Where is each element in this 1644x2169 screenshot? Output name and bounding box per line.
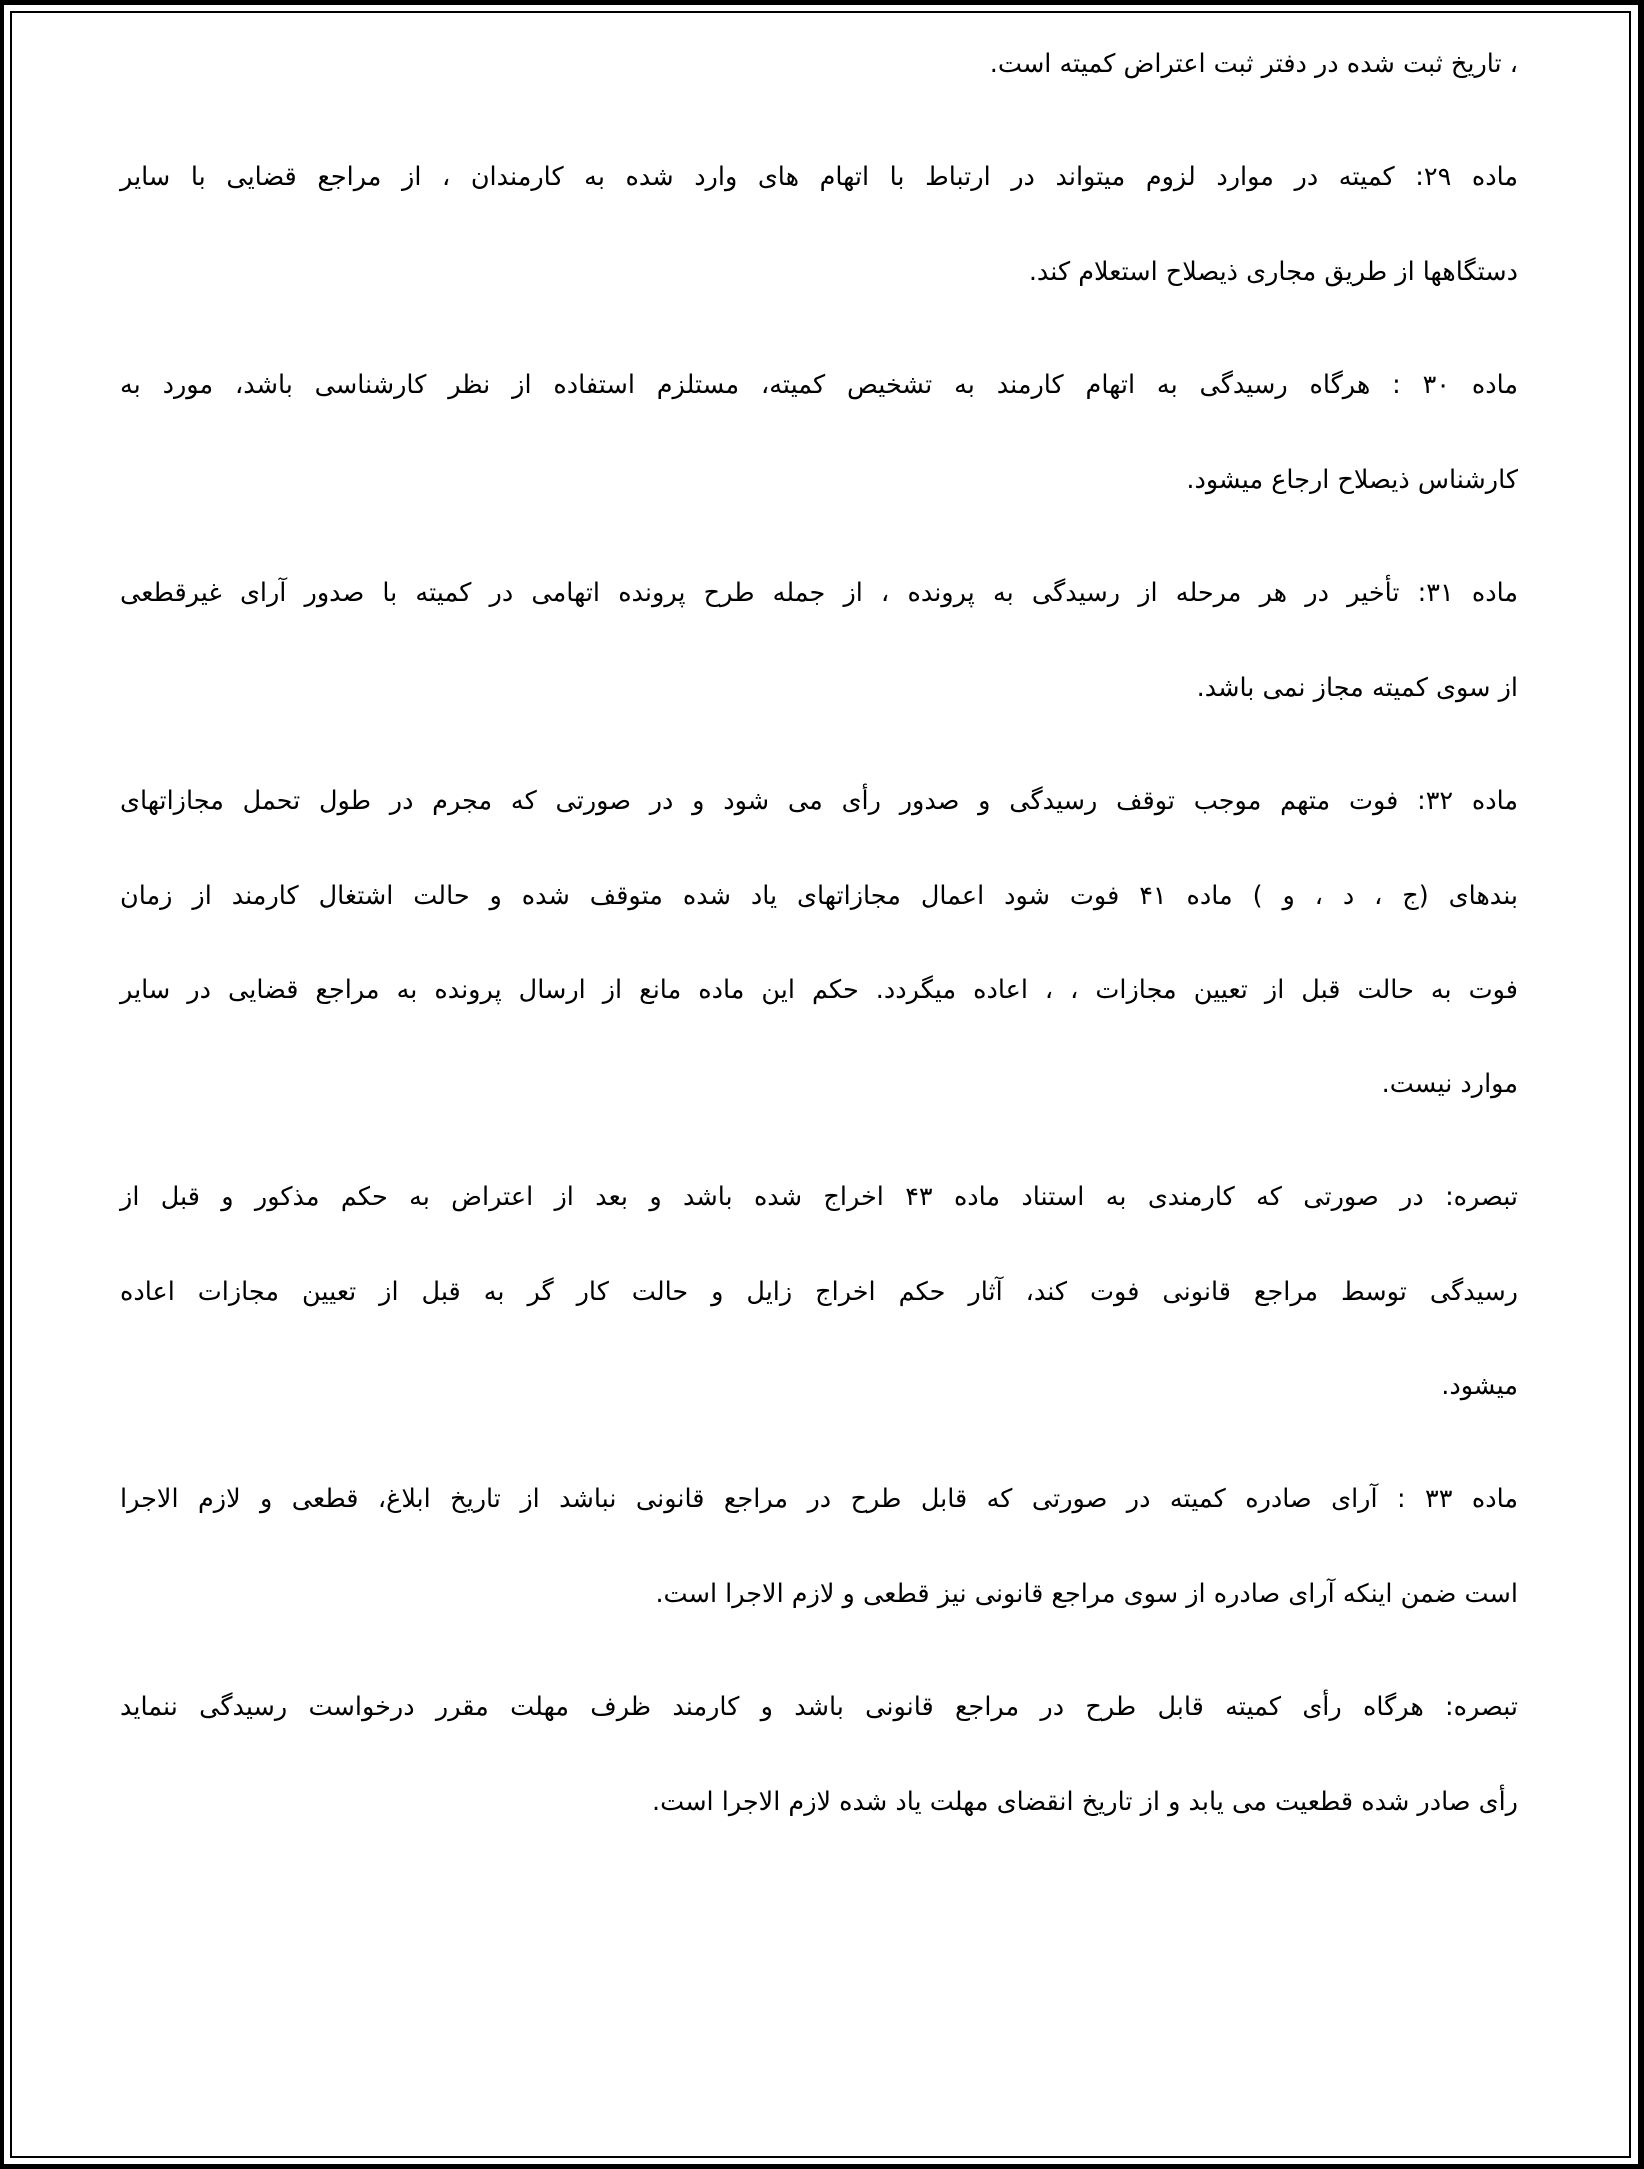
article-32-note-line: تبصره: در صورتی که کارمندی به استناد ماده ۴۳ اخراج شده باشد و بعد از اعتراض به حکم مذکور و قبل از [120, 1182, 1518, 1212]
article-30-line: ماده ۳۰ : هرگاه رسیدگی به اتهام کارمند به تشخیص کمیته، مستلزم استفاده از نظر کارشناسی باشد، مورد به [120, 370, 1518, 400]
article-32-note-line: رسیدگی توسط مراجع قانونی فوت کند، آثار حکم اخراج زایل و حالت کار گر به قبل از تعیین مجازات اعاده [120, 1277, 1518, 1307]
article-32-line: بندهای (ج ، د ، و ) ماده ۴۱ فوت شود اعمال مجازاتهای یاد شده متوقف شده و حالت اشتغال کارمند از زمان [120, 881, 1518, 911]
article-33-line: است ضمن اینکه آرای صادره از سوی مراجع قانونی نیز قطعی و لازم الاجرا است. [655, 1579, 1518, 1609]
article-33-note-line: تبصره: هرگاه رأی کمیته قابل طرح در مراجع قانونی باشد و کارمند ظرف مهلت مقرر درخواست رسیدگی ننماید [120, 1692, 1518, 1722]
article-32-line: فوت به حالت قبل از تعیین مجازات ، ، اعاده میگردد. حکم این ماده مانع از ارسال پرونده به مراجع قضایی در سایر [120, 975, 1518, 1005]
paragraph-intro-tail-line: ، تاریخ ثبت شده در دفتر ثبت اعتراض کمیته است. [989, 49, 1518, 79]
article-32-line: موارد نیست. [1381, 1069, 1518, 1099]
article-31-line: ماده ۳۱: تأخیر در هر مرحله از رسیدگی به پرونده ، از جمله طرح پرونده اتهامی در کمیته با صدور آرای غیرقطعی [120, 578, 1519, 608]
article-32-note-line: میشود. [1441, 1371, 1518, 1401]
article-31-line: از سوی کمیته مجاز نمی باشد. [1196, 673, 1518, 703]
article-29-line: دستگاهها از طریق مجاری ذیصلاح استعلام کند. [1028, 257, 1518, 287]
article-33-line: ماده ۳۳ : آرای صادره کمیته در صورتی که قابل طرح در مراجع قانونی نباشد از تاریخ ابلاغ، قطعی و لازم الاجرا [120, 1484, 1518, 1514]
article-33-note-line: رأی صادر شده قطعیت می یابد و از تاریخ انقضای مهلت یاد شده لازم الاجرا است. [652, 1787, 1518, 1817]
article-30-line: کارشناس ذیصلاح ارجاع میشود. [1186, 465, 1518, 495]
article-32-line: ماده ۳۲: فوت متهم موجب توقف رسیدگی و صدور رأی می شود و در صورتی که مجرم در طول تحمل مجازاتهای [120, 786, 1519, 816]
article-29-line: ماده ۲۹: کمیته در موارد لزوم میتواند در ارتباط با اتهام های وارد شده به کارمندان ، از مراجع قضایی با سایر [120, 162, 1519, 192]
